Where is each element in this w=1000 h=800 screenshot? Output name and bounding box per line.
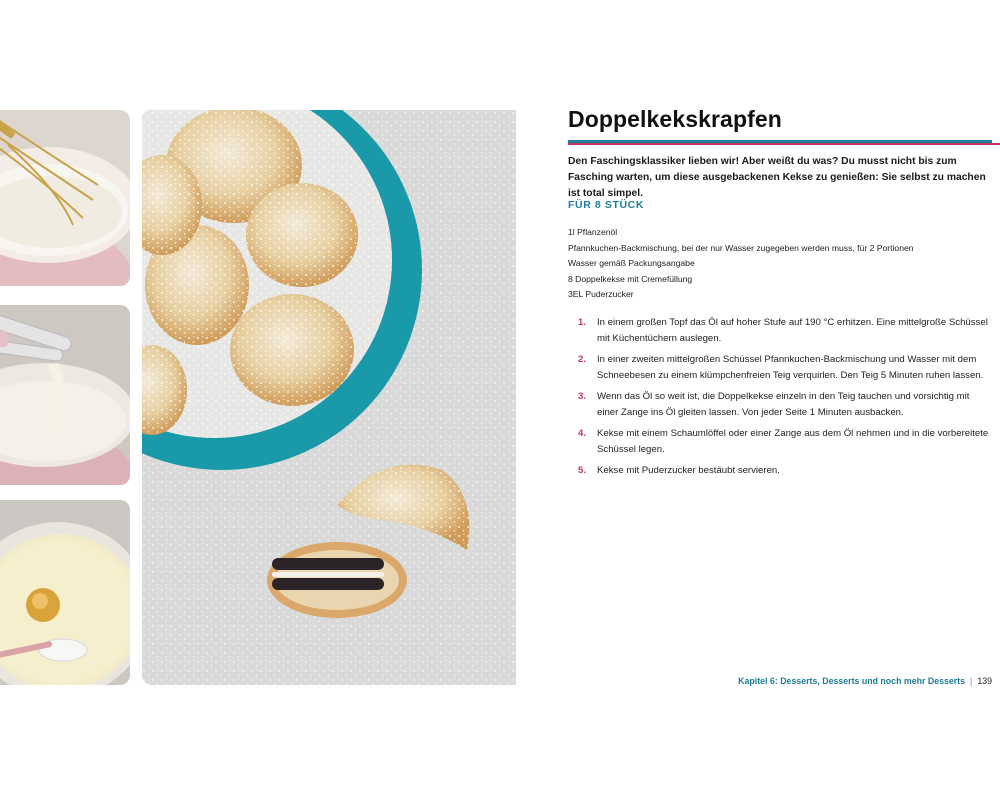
step-text: Kekse mit einem Schaumlöffel oder einer Zange aus dem Öl nehmen und in die vorbereitete Schüssel legen. bbox=[597, 428, 989, 455]
step-item bbox=[578, 315, 990, 346]
step-number: 3. bbox=[578, 391, 587, 402]
ingredient-item: 1l Pflanzenöl bbox=[568, 227, 618, 237]
step-item bbox=[578, 352, 990, 383]
title-rule-pink bbox=[568, 143, 1000, 145]
page-footer bbox=[738, 676, 992, 686]
ingredient-item: Wasser gemäß Packungsangabe bbox=[568, 258, 695, 268]
ingredient-item: 3EL Puderzucker bbox=[568, 289, 634, 299]
step-number: 5. bbox=[578, 465, 587, 476]
step-number: 4. bbox=[578, 428, 587, 439]
step-text: In einem großen Topf das Öl auf hoher Stufe auf 190 °C erhitzen. Eine mittelgroße Schüssel mit Küchentüchern auslegen. bbox=[597, 317, 988, 344]
ingredient-list bbox=[568, 225, 998, 303]
step-text: In einer zweiten mittelgroßen Schüssel Pfannkuchen-Backmischung und Wasser mit dem Schneebesen zu einem klümpchenfreien Teig verquirlen. Den Teig 5 Minuten ruhen lassen. bbox=[597, 354, 984, 381]
ingredient-item: Pfannkuchen-Backmischung, bei der nur Wasser zugegeben werden muss, für 2 Portionen bbox=[568, 242, 914, 253]
step-item bbox=[578, 463, 990, 479]
step-photo-whisking-batter bbox=[0, 110, 130, 286]
recipe-title: Doppelkekskrapfen bbox=[568, 106, 782, 132]
chapter-title: Kapitel 6: Desserts, Desserts und noch mehr Desserts bbox=[738, 676, 966, 686]
page-number: 139 bbox=[977, 676, 992, 686]
step-text: Kekse mit Puderzucker bestäubt servieren. bbox=[597, 465, 780, 476]
step-text: Wenn das Öl so weit ist, die Doppelkekse einzeln in den Teig tauchen und vorsichtig mit einer Zange ins Öl gleiten lassen. Von jeder Seite 1 Minuten ausbacken. bbox=[597, 391, 970, 418]
footer-separator: | bbox=[970, 676, 973, 686]
title-rule-divider bbox=[568, 140, 1000, 145]
step-item bbox=[578, 426, 990, 457]
step-number: 2. bbox=[578, 354, 587, 365]
instruction-steps bbox=[578, 315, 990, 485]
step-photo-frying bbox=[0, 500, 130, 685]
step-number: 1. bbox=[578, 317, 587, 328]
step-photo-dipping-cookie bbox=[0, 305, 130, 485]
recipe-intro: Den Faschingsklassiker lieben wir! Aber weißt du was? Du musst nicht bis zum Fasching warten, um diese ausgebackenen Kekse zu genießen: Sie selbst zu machen ist total simpel. bbox=[568, 156, 986, 199]
yield-heading: FÜR 8 STÜCK bbox=[568, 199, 645, 211]
hero-photo-fried-cookies bbox=[142, 110, 516, 685]
step-item bbox=[578, 389, 990, 420]
ingredient-item: 8 Doppelkekse mit Cremefüllung bbox=[568, 273, 693, 284]
